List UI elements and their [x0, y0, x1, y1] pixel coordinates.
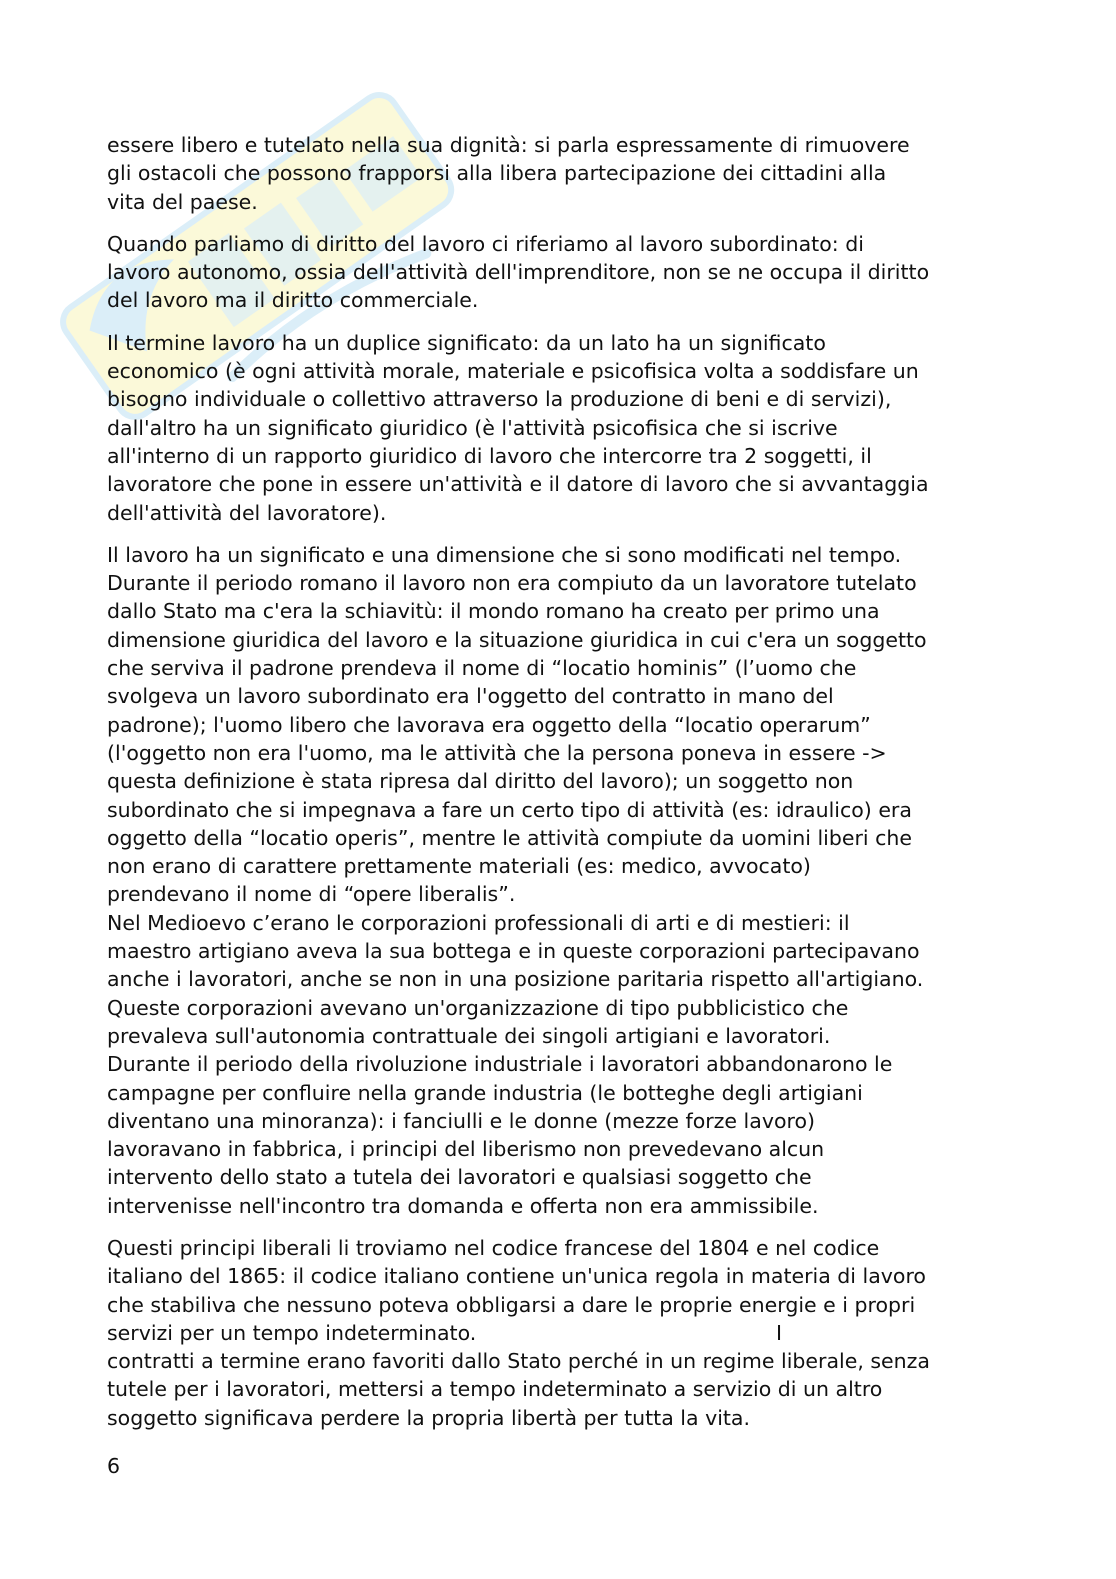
text-line: dell'attività del lavoratore). [107, 500, 387, 525]
text-line: Durante il periodo della rivoluzione industriale i lavoratori abbandonarono le [107, 1052, 893, 1077]
text-line: Questi principi liberali li troviamo nel codice francese del 1804 e nel codice [107, 1235, 880, 1260]
paragraph [107, 329, 1007, 527]
paragraph [107, 230, 1007, 315]
text-line: lavoravano in fabbrica, i principi del liberismo non prevedevano alcun [107, 1137, 825, 1162]
text-line: che stabiliva che nessuno poteva obbligarsi a dare le proprie energie e i propri [107, 1292, 916, 1317]
text-line: Il lavoro ha un significato e una dimensione che si sono modificati nel tempo. [107, 542, 902, 567]
text-line: essere libero e tutelato nella sua dignità: si parla espressamente di rimuovere [107, 133, 910, 157]
text-line: oggetto della “locatio operis”, mentre le attività compiute da uomini liberi che [107, 825, 913, 850]
text-line: economico (è ogni attività morale, materiale e psicofisica volta a soddisfare un [107, 359, 919, 384]
text-line: anche i lavoratori, anche se non in una posizione paritaria rispetto all'artigiano. [107, 967, 924, 992]
text-line: tutele per i lavoratori, mettersi a tempo indeterminato a servizio di un altro [107, 1377, 883, 1402]
text-line: servizi per un tempo indeterminato. I [107, 1320, 783, 1345]
text-line: maestro artigiano aveva la sua bottega e in queste corporazioni partecipavano [107, 939, 920, 964]
text-line: Il termine lavoro ha un duplice significato: da un lato ha un significato [107, 330, 826, 355]
text-line: Quando parliamo di diritto del lavoro ci riferiamo al lavoro subordinato: di [107, 231, 864, 256]
text-line: italiano del 1865: il codice italiano contiene un'unica regola in materia di lavoro [107, 1264, 926, 1289]
text-line: non erano di carattere prettamente materiali (es: medico, avvocato) [107, 854, 811, 879]
paragraph [107, 541, 1007, 1220]
text-line: all'interno di un rapporto giuridico di lavoro che intercorre tra 2 soggetti, il [107, 443, 872, 468]
text-line: (l'oggetto non era l'uomo, ma le attività che la persona poneva in essere -> [107, 740, 887, 765]
text-line: svolgeva un lavoro subordinato era l'oggetto del contratto in mano del [107, 684, 834, 709]
text-line: Nel Medioevo c’erano le corporazioni professionali di arti e di mestieri: il [107, 910, 850, 935]
text-line: padrone); l'uomo libero che lavorava era oggetto della “locatio operarum” [107, 712, 871, 737]
text-line: lavoro autonomo, ossia dell'attività dell'imprenditore, non se ne occupa il diritto [107, 260, 930, 285]
text-line: che serviva il padrone prendeva il nome di “locatio hominis” (l’uomo che [107, 656, 857, 681]
text-line: vita del paese. [107, 189, 258, 214]
text-line: Queste corporazioni avevano un'organizzazione di tipo pubblicistico che [107, 995, 849, 1020]
text-line: soggetto significava perdere la propria libertà per tutta la vita. [107, 1405, 751, 1430]
text-line: gli ostacoli che possono frapporsi alla libera partecipazione dei cittadini alla [107, 161, 887, 186]
text-line: prevaleva sull'autonomia contrattuale dei singoli artigiani e lavoratori. [107, 1023, 831, 1048]
text-line: dimensione giuridica del lavoro e la situazione giuridica in cui c'era un soggetto [107, 627, 927, 652]
text-line: dall'altro ha un significato giuridico (è l'attività psicofisica che si iscrive [107, 415, 838, 440]
text-line: contratti a termine erano favoriti dallo Stato perché in un regime liberale, senza [107, 1349, 930, 1374]
page-number: 6 [107, 1454, 121, 1478]
text-line: intervenisse nell'incontro tra domanda e offerta non era ammissibile. [107, 1193, 819, 1218]
text-line: subordinato che si impegnava a fare un certo tipo di attività (es: idraulico) era [107, 797, 912, 822]
text-line: dallo Stato ma c'era la schiavitù: il mondo romano ha creato per primo una [107, 599, 880, 624]
text-line: lavoratore che pone in essere un'attività e il datore di lavoro che si avvantaggia [107, 472, 929, 497]
text-line: prendevano il nome di “opere liberalis”. [107, 882, 516, 907]
paragraph [107, 1234, 1007, 1432]
text-line: bisogno individuale o collettivo attraverso la produzione di beni e di servizi), [107, 387, 892, 412]
text-line: Durante il periodo romano il lavoro non era compiuto da un lavoratore tutelato [107, 571, 917, 596]
text-line: campagne per confluire nella grande industria (le botteghe degli artigiani [107, 1080, 863, 1105]
paragraph [107, 131, 1007, 216]
text-line: del lavoro ma il diritto commerciale. [107, 288, 479, 313]
document-body [107, 131, 1007, 1446]
text-line: questa definizione è stata ripresa dal diritto del lavoro); un soggetto non [107, 769, 854, 794]
text-line: intervento dello stato a tutela dei lavoratori e qualsiasi soggetto che [107, 1165, 812, 1190]
text-line: diventano una minoranza): i fanciulli e le donne (mezze forze lavoro) [107, 1108, 816, 1133]
